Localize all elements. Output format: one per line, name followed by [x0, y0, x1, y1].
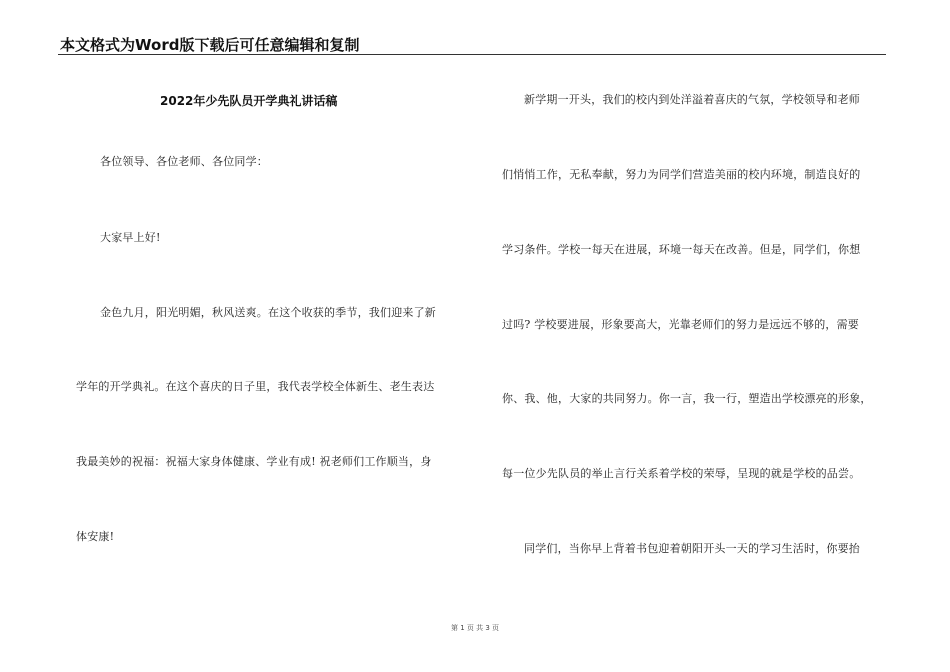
page-number: 第 1 页 共 3 页 — [450, 624, 500, 632]
paragraph-line: 各位领导、各位老师、各位同学： — [100, 155, 268, 168]
paragraph-line: 你、我、他，大家的共同努力。你一言，我一行，塑造出学校漂亮的形象， — [502, 392, 872, 405]
banner-divider — [58, 54, 886, 55]
paragraph-line: 每一位少先队员的举止言行关系着学校的荣辱，呈现的就是学校的品尝。 — [502, 467, 861, 480]
paragraph-line: 大家早上好! — [100, 231, 161, 244]
paragraph-line: 金色九月，阳光明媚，秋风送爽。在这个收获的季节，我们迎来了新 — [100, 306, 436, 319]
paragraph-line: 体安康! — [76, 530, 115, 543]
paragraph-line: 学习条件。学校一每天在进展，环境一每天在改善。但是，同学们，你想 — [502, 243, 861, 256]
document-banner: 本文格式为Word版下载后可任意编辑和复制 — [60, 36, 360, 54]
paragraph-line: 学年的开学典礼。在这个喜庆的日子里，我代表学校全体新生、老生表达 — [76, 380, 435, 393]
paragraph-line: 同学们，当你早上背着书包迎着朝阳开头一天的学习生活时，你要抬 — [524, 542, 860, 555]
paragraph-line: 新学期一开头，我们的校内到处洋溢着喜庆的气氛，学校领导和老师 — [524, 93, 860, 106]
paragraph-line: 过吗? 学校要进展，形象要高大，光靠老师们的努力是远远不够的，需要 — [502, 318, 859, 331]
document-title: 2022年少先队员开学典礼讲话稿 — [160, 94, 338, 108]
paragraph-line: 们悄悄工作，无私奉献，努力为同学们营造美丽的校内环境，制造良好的 — [502, 168, 861, 181]
paragraph-line: 我最美妙的祝福：祝福大家身体健康、学业有成! 祝老师们工作顺当，身 — [76, 455, 432, 468]
